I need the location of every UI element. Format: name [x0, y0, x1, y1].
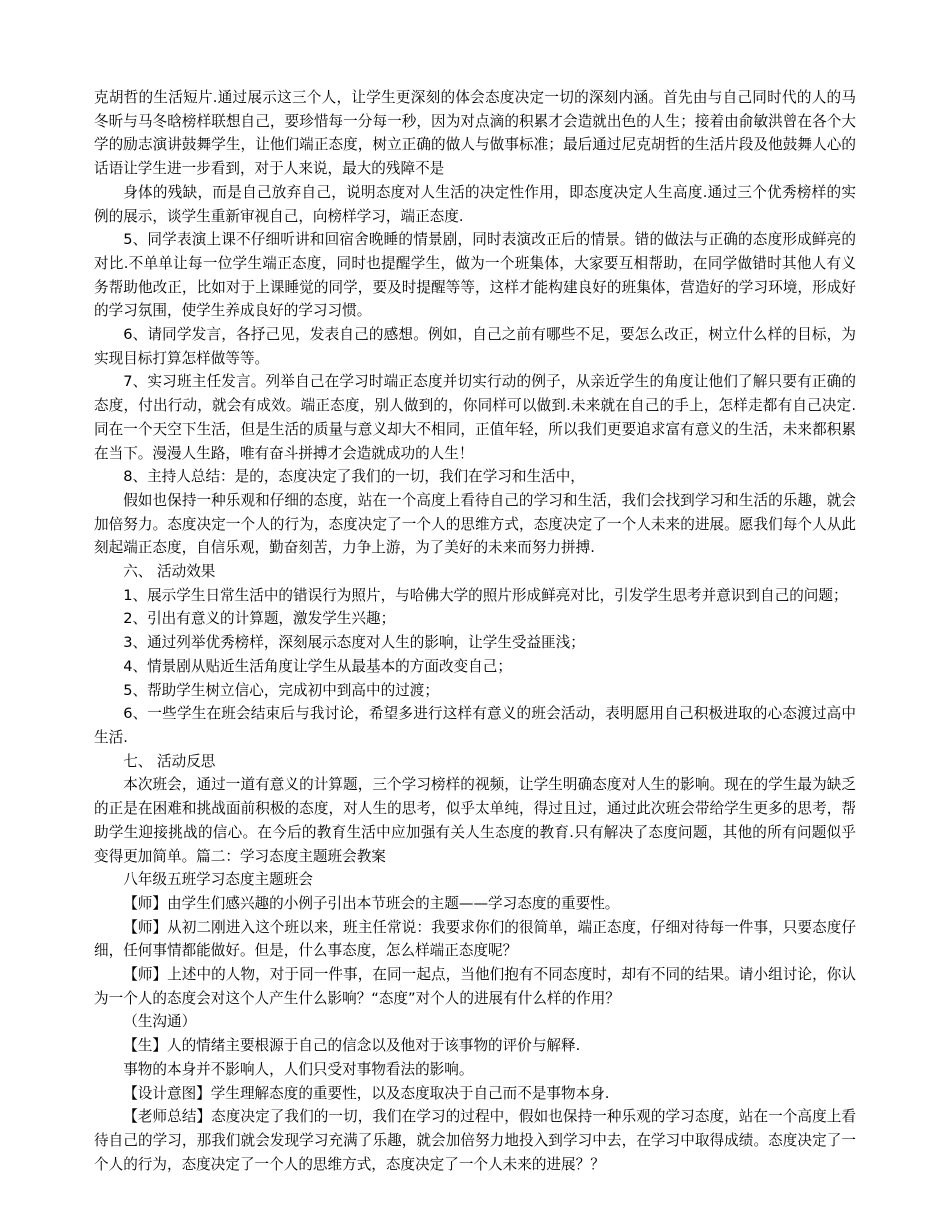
paragraph: 【设计意图】学生理解态度的重要性，以及态度取决于自己而不是事物本身.	[123, 1084, 610, 1102]
paragraph: 【师】由学生们感兴趣的小例子引出本节班会的主题——学习态度的重要性。	[123, 894, 620, 912]
section-heading: 六、 活动效果	[123, 563, 216, 581]
paragraph: 7、实习班主任发言。列举自己在学习时端正态度并切实行动的例子，从亲近学生的角度让他们了解只要有正确的态度，付出行动，就会有成效。端正态度，别人做到的，你同样可以做到.未来就在自己的手上，怎样走都有自己决定.同在一个天空下生活，但是生活的质量与意义却大不相同，正值年轻，所以我们更要追求富有意义的生活，未来都积累在当下。漫漫人生路，唯有奋斗拼搏才会造就成功的人生！	[94, 373, 856, 462]
subtitle: 八年级五班学习态度主题班会	[123, 871, 313, 889]
paragraph: 事物的本身并不影响人，人们只受对事物看法的影响。	[123, 1060, 474, 1078]
paragraph: （生沟通）	[123, 1013, 197, 1031]
list-item: 5、帮助学生树立信心，完成初中到高中的过渡；	[123, 681, 439, 699]
paragraph: 【老师总结】态度决定了我们的一切，我们在学习的过程中，假如也保持一种乐观的学习态度，站在一个高度上看待自己的学习，那我们就会发现学习充满了乐趣，就会加倍努力地投入到学习中去，在学习中取得成绩。态度决定了一个人的行为，态度决定了一个人的思维方式，态度决定了一个人未来的进展？？	[94, 1108, 856, 1173]
paragraph: 5、同学表演上课不仔细听讲和回宿舍晚睡的情景剧，同时表演改正后的情景。错的做法与正确的态度形成鲜亮的对比.不单单让每一位学生端正态度，同时也提醒学生，做为一个班集体，大家要互相帮助，在同学做错时其他人有义务帮助他改正，比如对于上课睡觉的同学，要及时提醒等等，这样才能构建良好的班集体，营造好的学习环境，形成好的学习氛围，使学生养成良好的学习习惯。	[94, 231, 856, 320]
paragraph: 身体的残缺，而是自己放弃自己，说明态度对人生活的决定性作用，即态度决定人生高度.通过三个优秀榜样的实例的展示，谈学生重新审视自己，向榜样学习，端正态度.	[94, 183, 856, 225]
paragraph: 6、请同学发言，各抒己见，发表自己的感想。例如，自己之前有哪些不足，要怎么改正，树立什么样的目标，为实现目标打算怎样做等等。	[94, 326, 856, 367]
paragraph: 假如也保持一种乐观和仔细的态度，站在一个高度上看待自己的学习和生活，我们会找到学习和生活的乐趣，就会加倍努力。态度决定一个人的行为，态度决定了一个人的思维方式，态度决定了一个人未来的进展。愿我们每个人从此刻起端正态度，自信乐观，勤奋刻苦，力争上游，为了美好的未来而努力拼搏.	[94, 491, 856, 557]
list-item: 2、引出有意义的计算题，激发学生兴趣；	[123, 610, 396, 628]
paragraph: 【生】人的情绪主要根源于自己的信念以及他对于该事物的评价与解释.	[123, 1037, 581, 1055]
paragraph: 8、主持人总结：是的，态度决定了我们的一切，我们在学习和生活中，	[123, 468, 585, 486]
paragraph: 【师】从初二刚进入这个班以来，班主任常说：我要求你们的很简单，端正态度，仔细对待每一件事，只要态度仔细，任何事情都能做好。但是，什么事态度，怎么样端正态度呢？	[94, 918, 856, 960]
list-item: 6、一些学生在班会结束后与我讨论，希望多进行这样有意义的班会活动，表明愿用自己积极进取的心态渡过高中生活.	[94, 705, 856, 746]
section-heading: 七、 活动反思	[123, 752, 216, 770]
list-item: 1、展示学生日常生活中的错误行为照片，与哈佛大学的照片形成鲜亮对比，引发学生思考并意识到自己的问题；	[123, 586, 848, 604]
paragraph: 本次班会，通过一道有意义的计算题，三个学习榜样的视频，让学生明确态度对人生的影响。现在的学生最为缺乏的正是在困难和挑战面前积极的态度，对人生的思考，似乎太单纯，得过且过，通过此次班会带给学生更多的思考，帮助学生迎接挑战的信心。在今后的教育生活中应加强有关人生态度的教育.只有解决了态度问题，其他的所有问题似乎变得更加简单。篇二：学习态度主题班会教案	[94, 776, 856, 865]
list-item: 3、通过列举优秀榜样，深刻展示态度对人生的影响，让学生受益匪浅；	[123, 634, 585, 652]
paragraph: 克胡哲的生活短片.通过展示这三个人，让学生更深刻的体会态度决定一切的深刻内涵。首先由与自己同时代的人的马冬昕与马冬晗榜样联想自己，要珍惜每一分每一秒，因为对点滴的积累才会造就出色的人生；接着由俞敏洪曾在各个大学的励志演讲鼓舞学生，让他们端正态度，树立正确的做人与做事标准；最后通过尼克胡哲的生活片段及他鼓舞人心的话语让学生进一步看到，对于人来说，最大的残障不是	[94, 89, 856, 178]
paragraph: 【师】上述中的人物，对于同一件事，在同一起点，当他们抱有不同态度时，却有不同的结果。请小组讨论，你认为一个人的态度会对这个人产生什么影响？“态度”对个人的进展有什么样的作用？	[94, 966, 856, 1007]
list-item: 4、情景剧从贴近生活角度让学生从最基本的方面改变自己；	[123, 657, 512, 675]
